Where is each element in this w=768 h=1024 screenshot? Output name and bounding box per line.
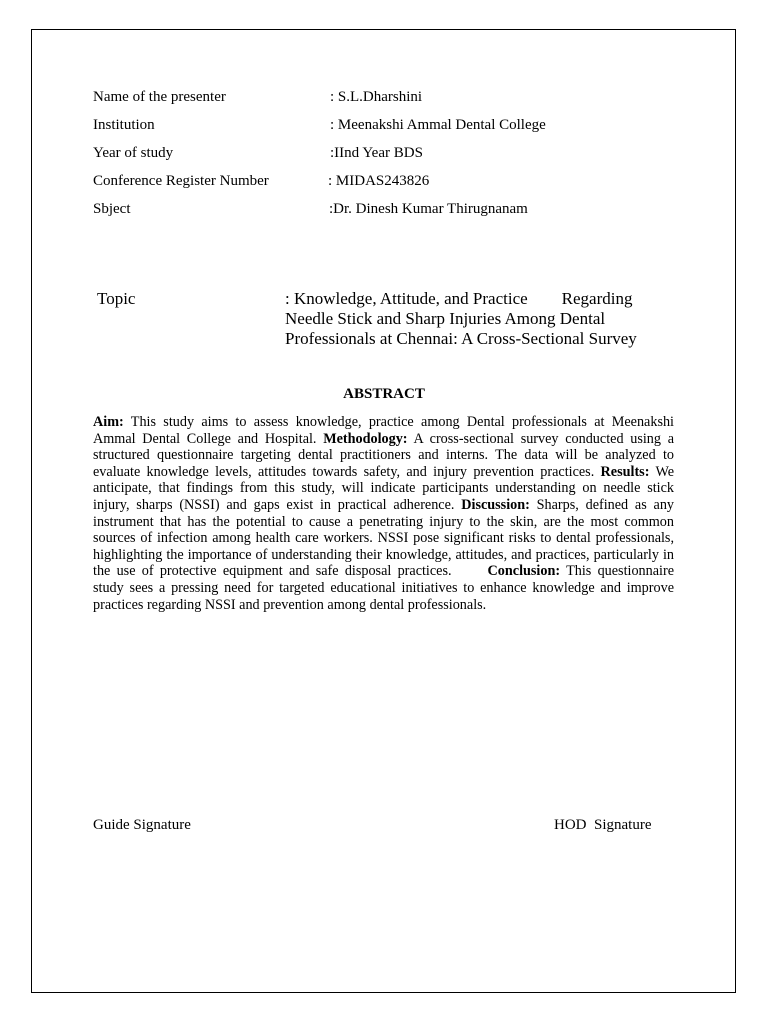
results-label: Results: bbox=[600, 463, 650, 480]
aim-label: Aim: bbox=[93, 414, 124, 430]
topic-line: Needle Stick and Sharp Injuries Among Dental bbox=[285, 309, 606, 328]
topic-line: : Knowledge, Attitude, and Practice Regarding bbox=[285, 289, 633, 308]
register-number-label: Conference Register Number bbox=[93, 173, 269, 189]
topic-title bbox=[285, 289, 675, 349]
year-of-study-value: :IInd Year BDS bbox=[330, 145, 423, 161]
methodology-text: A cross-sectional survey conducted using a structured questionnaire targeting dental practitioners and interns. The data will be analyzed to evaluate knowledge levels, attitudes towards safety, and injury prevention practices. bbox=[93, 430, 675, 480]
subject-label: Sbject bbox=[93, 201, 131, 217]
results-text: We anticipate, that findings from this study, will indicate participants understanding on needle stick injury, sharps (NSSI) and gaps exist in practical adherence. bbox=[93, 463, 675, 513]
conclusion-label: Conclusion: bbox=[487, 563, 561, 580]
aim-text: This study aims to assess knowledge, practice among Dental professionals at Meenakshi Ammal Dental College and Hospital. bbox=[93, 414, 674, 447]
institution-label: Institution bbox=[93, 117, 155, 133]
subject-value: :Dr. Dinesh Kumar Thirugnanam bbox=[329, 201, 528, 217]
guide-signature: Guide Signature bbox=[93, 817, 191, 833]
year-of-study-label: Year of study bbox=[93, 145, 174, 161]
conclusion-text: This questionnaire study sees a pressing need for targeted educational initiatives to enhance knowledge and improve practices regarding NSSI and prevention among dental professionals. bbox=[93, 563, 675, 613]
presenter-value: : S.L.Dharshini bbox=[330, 89, 423, 105]
hod-signature: HOD Signature bbox=[554, 817, 652, 833]
institution-value: : Meenakshi Ammal Dental College bbox=[330, 117, 546, 133]
abstract-heading: ABSTRACT bbox=[343, 386, 425, 402]
abstract-body bbox=[93, 414, 674, 613]
discussion-label: Discussion: bbox=[461, 496, 530, 513]
presenter-label: Name of the presenter bbox=[93, 89, 226, 105]
topic-line: Professionals at Chennai: A Cross-Sectional Survey bbox=[285, 329, 637, 348]
discussion-text: Sharps, defined as any instrument that has the potential to cause a penetrating injury to the skin, are the most common sources of infection among health care workers. NSSI pose significant risks to dental professionals, highlighting the importance of understanding their knowledge, attitudes, and practices, particularly in the use of protective equipment and safe disposal practices. bbox=[93, 496, 675, 580]
topic-label: Topic bbox=[97, 289, 136, 308]
methodology-label: Methodology: bbox=[323, 430, 408, 447]
register-number-value: : MIDAS243826 bbox=[328, 173, 430, 189]
